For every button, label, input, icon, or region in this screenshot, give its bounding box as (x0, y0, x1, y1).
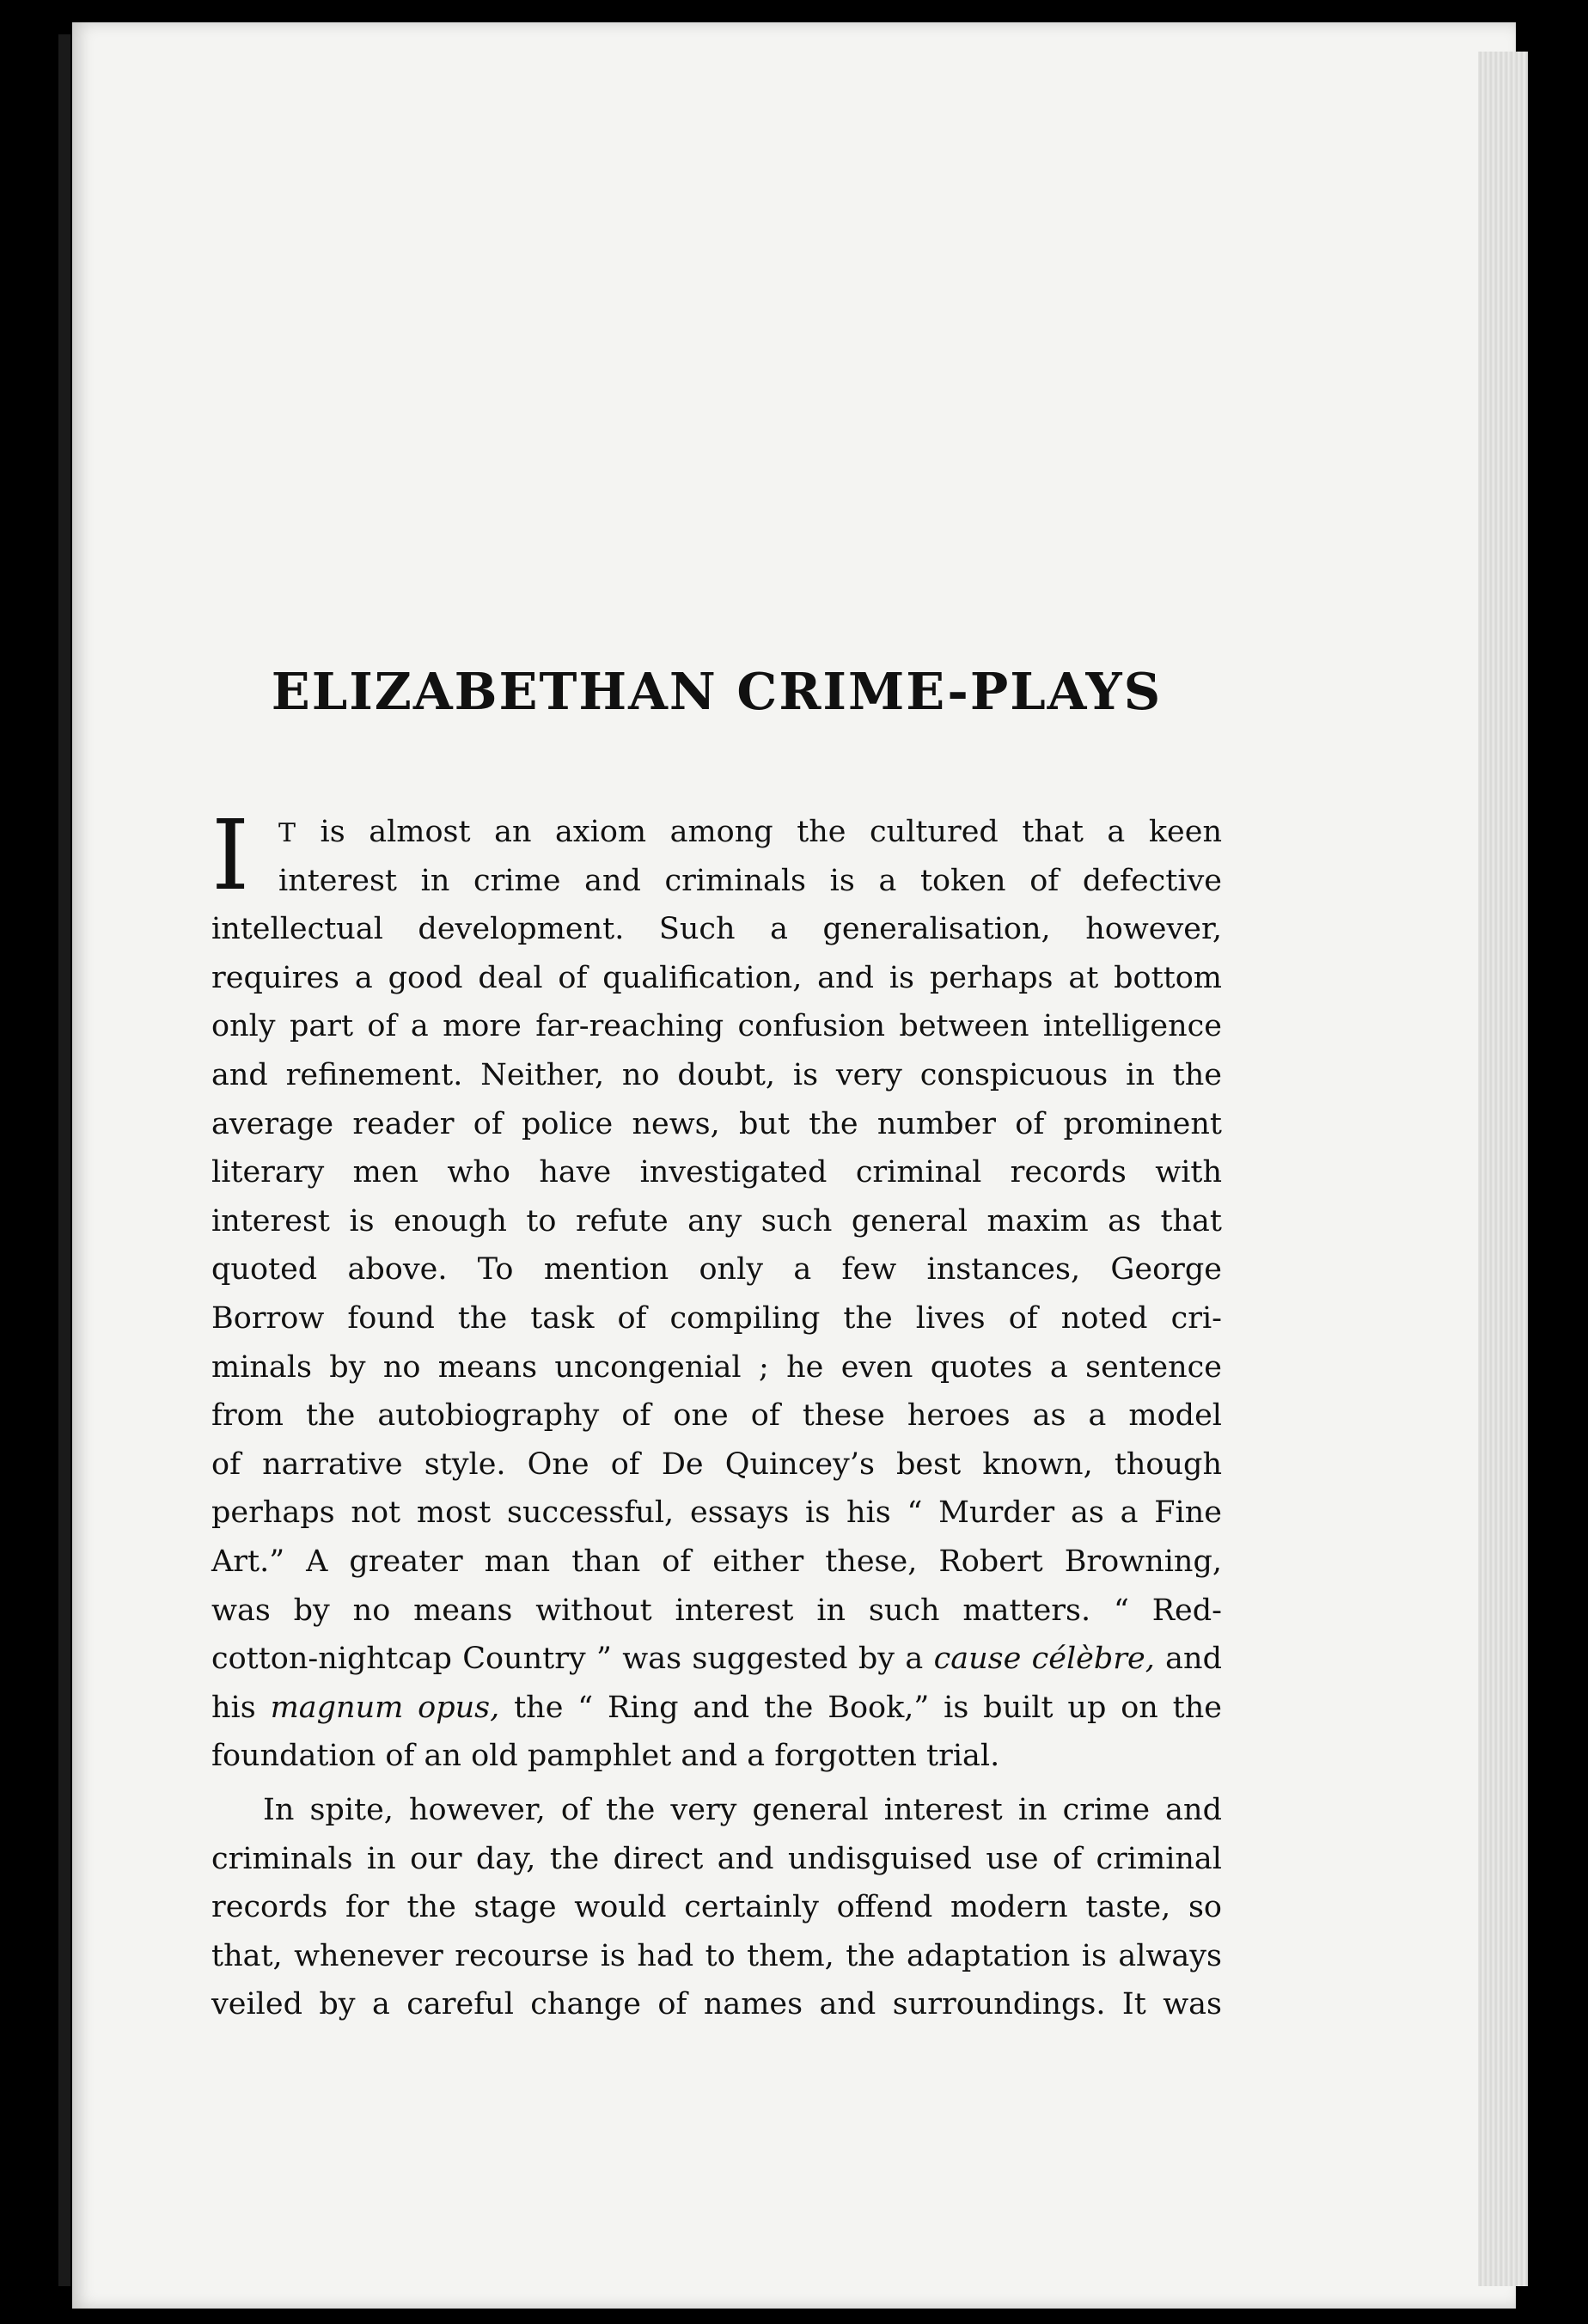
text-line: and refinement. Neither, no doubt, is very conspicuous in the (211, 1057, 1222, 1092)
text-line: intellectual development. Such a generalisation, however, (211, 912, 1222, 947)
text-line: quoted above. To mention only a few instances, George (211, 1252, 1222, 1287)
text-line: cotton-nightcap Country ” was suggested by a cause célèbre, and (211, 1642, 1222, 1677)
text-line: his magnum opus, the “ Ring and the Book,” is built up on the (211, 1690, 1223, 1725)
text-line: In spite, however, of the very general interest in crime and (263, 1793, 1222, 1827)
italic-phrase: magnum opus, (270, 1690, 500, 1725)
paragraph-1 (211, 800, 1223, 1781)
text-line: foundation of an old pamphlet and a forgotten trial. (211, 1739, 1000, 1774)
paragraph-2 (211, 1786, 1222, 2029)
text-line: that, whenever recourse is had to them, the adaptation is always (211, 1938, 1222, 1973)
italic-phrase: cause célèbre, (933, 1642, 1155, 1677)
text-line: interest is enough to refute any such general maxim as that (211, 1203, 1222, 1238)
text-line: T is almost an axiom among the cultured that a keen (278, 815, 1222, 849)
text-line: requires a good deal of qualification, and is perhaps at bottom (211, 960, 1222, 995)
text-line: average reader of police news, but the number of prominent (211, 1106, 1222, 1141)
page-edges (1478, 52, 1528, 2286)
binding-shadow (58, 34, 70, 2286)
drop-cap: I (211, 800, 250, 912)
text-line: minals by no means uncongenial ; he even quotes a sentence (211, 1349, 1222, 1385)
text-line: Borrow found the task of compiling the lives of noted cri- (211, 1300, 1222, 1336)
text-line: literary men who have investigated criminal records with (211, 1155, 1222, 1190)
text-line: of narrative style. One of De Quincey’s best known, though (211, 1446, 1222, 1482)
text-line: criminals in our day, the direct and undisguised use of criminal (211, 1841, 1222, 1876)
text-line: veiled by a careful change of names and surroundings. It was (211, 1987, 1222, 2022)
text-line: perhaps not most successful, essays is his “ Murder as a Fine (211, 1495, 1222, 1531)
text-line: interest in crime and criminals is a token of defective (278, 863, 1222, 898)
text-line: only part of a more far-reaching confusion between intelligence (211, 1009, 1222, 1044)
text-line: was by no means without interest in such matters. “ Red- (211, 1593, 1222, 1628)
text-line: records for the stage would certainly offend modern taste, so (211, 1890, 1222, 1925)
text-line: Art.” A greater man than of either these, Robert Browning, (211, 1544, 1222, 1579)
chapter-title: ELIZABETHAN CRIME-PLAYS (271, 662, 1163, 721)
text-line: from the autobiography of one of these heroes as a model (211, 1398, 1222, 1434)
